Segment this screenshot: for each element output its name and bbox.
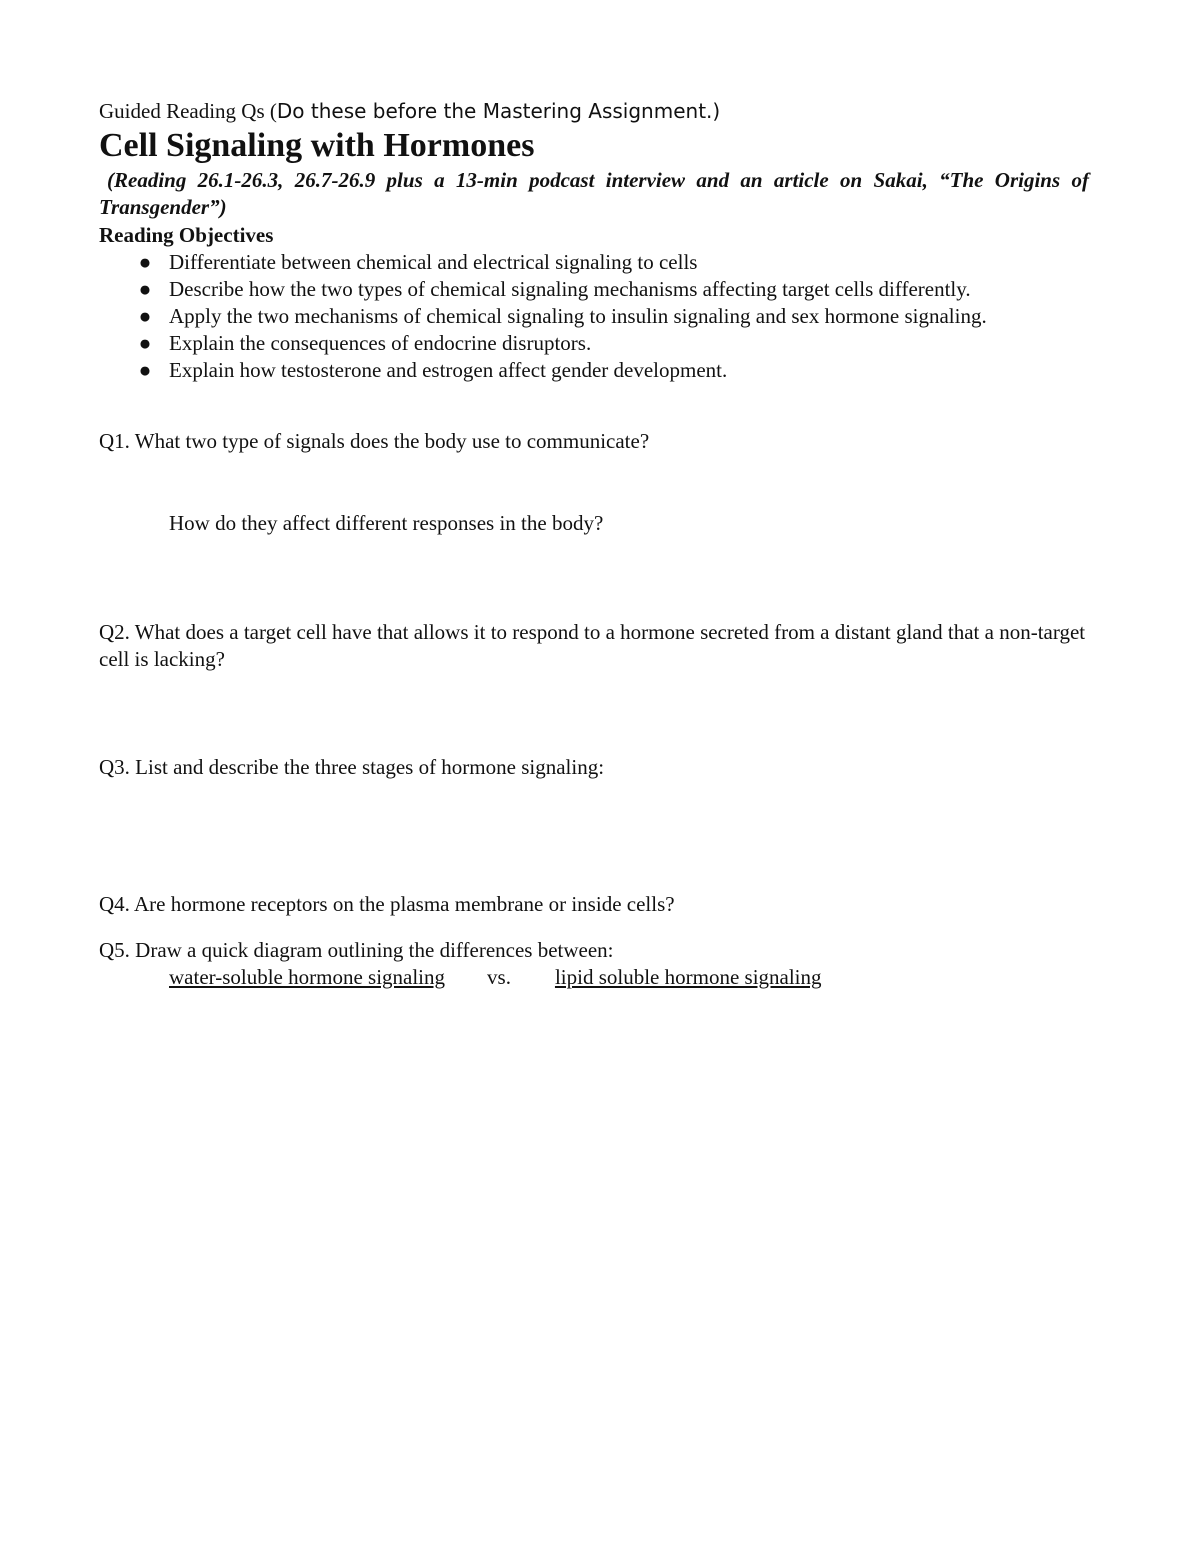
objectives-heading: Reading Objectives xyxy=(99,223,274,247)
objectives-list xyxy=(99,249,1089,384)
question-5: Q5. Draw a quick diagram outlining the differences between: xyxy=(99,938,614,962)
objective-text: Differentiate between chemical and electrical signaling to cells xyxy=(169,250,698,274)
objective-text: Explain the consequences of endocrine disruptors. xyxy=(169,331,592,355)
objective-item xyxy=(99,249,1089,276)
question-5-comparison xyxy=(99,964,1089,991)
objective-item xyxy=(99,303,1089,330)
bullet-icon: ● xyxy=(138,250,152,274)
objective-text: Describe how the two types of chemical signaling mechanisms affecting target cells differently. xyxy=(169,277,971,301)
question-2: Q2. What does a target cell have that allows it to respond to a hormone secreted from a distant gland that a non-target cell is lacking? xyxy=(99,620,1086,671)
document-title: Cell Signaling with Hormones xyxy=(99,127,535,164)
versus-label: vs. xyxy=(487,965,511,989)
question-3: Q3. List and describe the three stages of hormone signaling: xyxy=(99,755,605,779)
lipid-soluble-label: lipid soluble hormone signaling xyxy=(554,965,822,989)
bullet-icon: ● xyxy=(138,358,152,382)
header-prefix: Guided Reading Qs ( xyxy=(99,99,277,123)
bullet-icon: ● xyxy=(138,277,152,301)
bullet-icon: ● xyxy=(138,304,152,328)
header-line xyxy=(99,96,1089,126)
water-soluble-label: water-soluble hormone signaling xyxy=(169,965,446,989)
reading-assignment: (Reading 26.1-26.3, 26.7-26.9 plus a 13-min podcast interview and an article on Sakai, “The Origins of Transgender”) xyxy=(99,168,1089,219)
bullet-icon: ● xyxy=(138,331,152,355)
question-4: Q4. Are hormone receptors on the plasma membrane or inside cells? xyxy=(99,892,675,916)
objective-text: Explain how testosterone and estrogen affect gender development. xyxy=(169,358,728,382)
objective-item xyxy=(99,276,1089,303)
objective-item xyxy=(99,357,1089,384)
objective-item xyxy=(99,330,1089,357)
header-note: Do these before the Mastering Assignment.) xyxy=(276,99,721,123)
question-1: Q1. What two type of signals does the body use to communicate? xyxy=(99,429,650,453)
question-1-followup: How do they affect different responses in the body? xyxy=(169,511,604,535)
objective-text: Apply the two mechanisms of chemical signaling to insulin signaling and sex hormone signaling. xyxy=(169,304,987,328)
document-page xyxy=(99,96,1089,991)
